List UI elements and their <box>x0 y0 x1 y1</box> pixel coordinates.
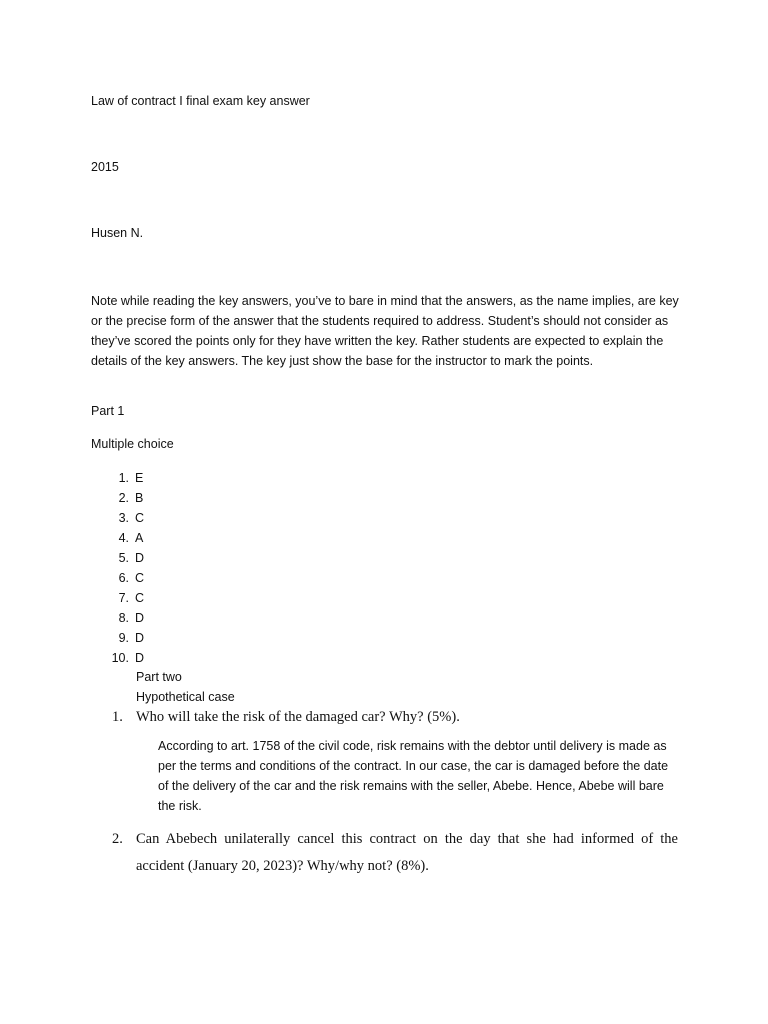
list-item <box>91 490 144 510</box>
item-answer: D <box>135 611 145 625</box>
item-answer: C <box>135 571 145 585</box>
document-title: Law of contract I final exam key answer <box>91 94 310 108</box>
item-number: 6. <box>118 571 129 585</box>
item-answer: D <box>135 651 145 665</box>
part2-subtitle: Hypothetical case <box>136 690 235 704</box>
list-item <box>91 470 144 490</box>
list-item <box>91 590 145 610</box>
item-number: 9. <box>118 631 129 645</box>
answer-1: According to art. 1758 of the civil code, risk remains with the debtor until delivery is made as per the terms and conditions of the contract. In our case, the car is damaged before the date of the delivery of the car and the risk remains with the seller, Abebe. Hence, Abebe will bare the risk. <box>158 739 669 813</box>
list-item <box>91 630 145 650</box>
item-answer: D <box>135 631 145 645</box>
item-number: 3. <box>118 511 129 525</box>
item-answer: C <box>135 511 145 525</box>
list-item <box>91 510 145 530</box>
list-item <box>91 530 144 550</box>
multiple-choice-list <box>91 470 145 670</box>
list-item <box>91 650 145 670</box>
item-answer: A <box>135 531 144 545</box>
item-number: 2. <box>118 491 129 505</box>
part1-heading: Part 1 <box>91 404 125 418</box>
list-item <box>91 570 145 590</box>
question-number: 1. <box>112 709 123 725</box>
item-answer: D <box>135 551 145 565</box>
question-text: Who will take the risk of the damaged car? Why? (5%). <box>136 709 460 725</box>
item-answer: B <box>135 491 144 505</box>
item-number: 4. <box>118 531 129 545</box>
document-author: Husen N. <box>91 226 144 240</box>
item-number: 7. <box>118 591 129 605</box>
item-number: 1. <box>118 471 129 485</box>
item-number: 5. <box>118 551 129 565</box>
item-number: 10. <box>111 651 129 665</box>
question-2 <box>112 826 678 880</box>
list-item <box>91 550 145 570</box>
part2-heading: Part two <box>136 670 182 684</box>
list-item <box>91 610 145 630</box>
document-year: 2015 <box>91 160 119 174</box>
item-number: 8. <box>118 611 129 625</box>
item-answer: C <box>135 591 145 605</box>
question-1 <box>112 709 672 726</box>
item-answer: E <box>135 471 144 485</box>
question-number: 2. <box>112 831 123 847</box>
note-paragraph: Note while reading the key answers, you’ve to bare in mind that the answers, as the name implies, are key or the precise form of the answer that the students required to address. Student’s should not consider as they’ve scored the points only for they have written the key. Rather students are expected to explain the details of the key answers. The key just show the base for the instructor to mark the points. <box>91 294 679 368</box>
question-text: Can Abebech unilaterally cancel this contract on the day that she had informed of the accident (January 20, 2023)? Why/why not? (8%). <box>136 831 678 874</box>
part1-subtitle: Multiple choice <box>91 437 174 451</box>
